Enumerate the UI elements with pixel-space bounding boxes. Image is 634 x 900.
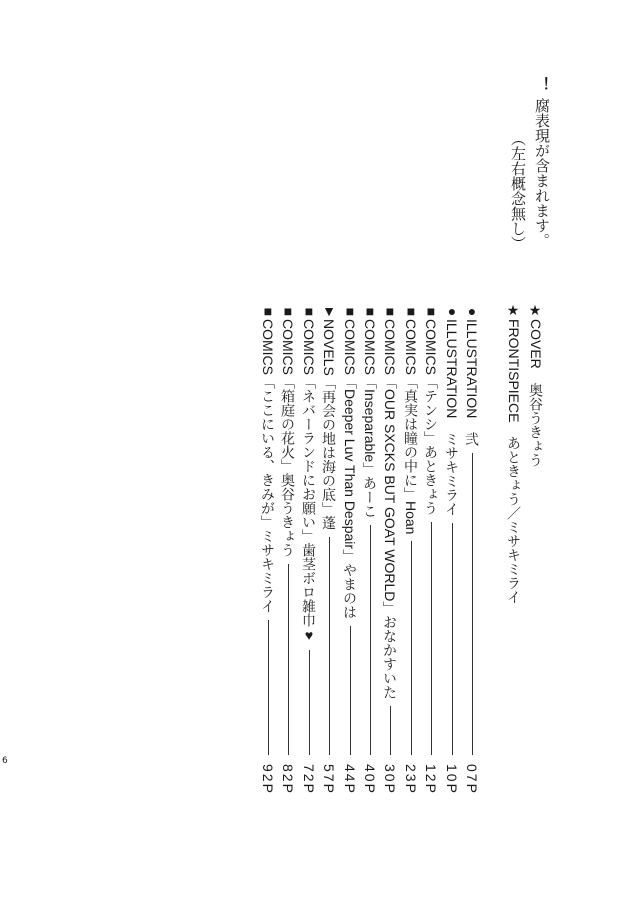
entry-author: ミサキミライ bbox=[260, 529, 276, 613]
square-bullet-icon: ■ bbox=[301, 303, 317, 319]
credit-names: あときょう／ミサキミライ bbox=[506, 436, 522, 605]
credit-cover bbox=[527, 303, 545, 467]
entry-category: COMICS bbox=[280, 319, 296, 375]
entry-title: 「ここにいる、きみが」 bbox=[260, 375, 276, 529]
entry-page-number: 82P bbox=[280, 764, 296, 795]
entry-page-number: 30P bbox=[382, 764, 398, 795]
toc-entry bbox=[341, 303, 359, 795]
toc-entry bbox=[422, 303, 440, 795]
toc-entry bbox=[381, 303, 399, 795]
toc-entry-label bbox=[259, 303, 277, 613]
toc-entry bbox=[259, 303, 277, 795]
entry-page-number: 40P bbox=[362, 764, 378, 795]
toc-entry-label bbox=[341, 303, 359, 619]
page-number: 6 bbox=[2, 756, 8, 766]
entry-page-number: 57P bbox=[321, 764, 337, 795]
leader-line bbox=[411, 541, 412, 755]
square-bullet-icon: ■ bbox=[382, 303, 398, 319]
leader-line bbox=[329, 537, 330, 755]
entry-author: 蓬 bbox=[321, 515, 337, 530]
entry-page-number: 23P bbox=[403, 764, 419, 795]
square-bullet-icon: ■ bbox=[362, 303, 378, 319]
entry-title: 「Deeper Luv Than Despair」 bbox=[342, 375, 358, 564]
warning-note: （左右概念無し） bbox=[509, 131, 526, 251]
entry-category: ILLUSTRATION bbox=[464, 319, 480, 419]
entry-page-number: 10P bbox=[444, 764, 460, 795]
square-bullet-icon: ■ bbox=[280, 303, 296, 319]
toc-entry-label bbox=[320, 303, 338, 530]
toc-entry bbox=[300, 303, 318, 795]
entry-author: あーこ bbox=[362, 476, 378, 519]
entry-author: ミサキミライ bbox=[444, 432, 460, 517]
entry-author: おなかすいた bbox=[382, 615, 398, 700]
leader-line bbox=[309, 650, 310, 755]
entry-category: COMICS bbox=[362, 319, 378, 375]
entry-title: 「Inseparable」 bbox=[362, 375, 378, 477]
entry-page-number: 12P bbox=[423, 764, 439, 795]
toc-entry bbox=[402, 303, 420, 795]
triangle-bullet-icon: ▼ bbox=[321, 303, 337, 319]
entry-author: あときょう bbox=[423, 445, 439, 515]
entry-page-number: 44P bbox=[342, 764, 358, 795]
circle-bullet-icon: ● bbox=[444, 303, 460, 319]
leader-line bbox=[452, 523, 453, 755]
content-warning-line2 bbox=[507, 131, 527, 251]
warning-text: 腐表現が含まれます。 bbox=[533, 98, 550, 248]
toc-entry bbox=[279, 303, 297, 795]
star-icon: ★ bbox=[506, 303, 522, 319]
leader-line bbox=[390, 706, 391, 755]
entry-category: ILLUSTRATION bbox=[444, 319, 460, 419]
entry-author: 弐 bbox=[464, 432, 480, 447]
toc-entry bbox=[320, 303, 338, 795]
circle-bullet-icon: ● bbox=[464, 303, 480, 319]
leader-line bbox=[370, 525, 371, 755]
toc-entry-label bbox=[463, 303, 481, 446]
star-icon: ★ bbox=[528, 303, 544, 319]
leader-line bbox=[472, 453, 473, 755]
entry-page-number: 72P bbox=[301, 764, 317, 795]
toc-entry-label bbox=[402, 303, 420, 534]
credit-names: 奥谷うきょう bbox=[528, 382, 544, 467]
square-bullet-icon: ■ bbox=[403, 303, 419, 319]
entry-author: 奥谷うきょう bbox=[280, 473, 296, 557]
entry-category: COMICS bbox=[301, 319, 317, 375]
toc-entry bbox=[361, 303, 379, 795]
toc-entry bbox=[463, 303, 481, 795]
leader-line bbox=[288, 564, 289, 755]
entry-page-number: 92P bbox=[260, 764, 276, 795]
leader-line bbox=[350, 626, 351, 755]
entry-title: 「OUR SXCKS BUT GOAT WORLD」 bbox=[382, 375, 398, 616]
entry-category: COMICS bbox=[403, 319, 419, 375]
entry-author: Hoan bbox=[403, 501, 419, 535]
entry-title: 「再会の地は海の底」 bbox=[321, 375, 337, 516]
leader-line bbox=[431, 522, 432, 755]
entry-title: 「テンシ」 bbox=[423, 375, 439, 445]
credit-frontispiece bbox=[505, 303, 523, 604]
entry-category: COMICS bbox=[382, 319, 398, 375]
entry-title: 「真実は瞳の中に」 bbox=[403, 375, 419, 501]
toc-entry-label bbox=[422, 303, 440, 515]
credit-label: FRONTISPIECE bbox=[506, 319, 522, 423]
toc-entry-label bbox=[300, 303, 318, 643]
toc-entry bbox=[443, 303, 461, 795]
entry-title: 「箱庭の花火」 bbox=[280, 375, 296, 473]
toc-entry-label bbox=[279, 303, 297, 557]
square-bullet-icon: ■ bbox=[260, 303, 276, 319]
toc-entry-label bbox=[361, 303, 379, 518]
credit-label: COVER bbox=[528, 319, 544, 369]
square-bullet-icon: ■ bbox=[423, 303, 439, 319]
entry-author: やまのは bbox=[342, 563, 358, 620]
entry-category: COMICS bbox=[260, 319, 276, 375]
entry-category: NOVELS bbox=[321, 319, 337, 376]
toc-entry-label bbox=[381, 303, 399, 699]
toc-entry-label bbox=[443, 303, 461, 516]
entry-author: 歯茎ボロ雑巾♥ bbox=[301, 543, 317, 643]
entry-category: COMICS bbox=[423, 319, 439, 375]
leader-line bbox=[268, 620, 269, 755]
entry-category: COMICS bbox=[342, 319, 358, 375]
square-bullet-icon: ■ bbox=[342, 303, 358, 319]
content-warning-line1 bbox=[531, 77, 551, 248]
entry-page-number: 07P bbox=[464, 764, 480, 795]
entry-title: 「ネバーランドにお願い」 bbox=[301, 375, 317, 543]
exclamation-icon: ！ bbox=[533, 77, 550, 92]
